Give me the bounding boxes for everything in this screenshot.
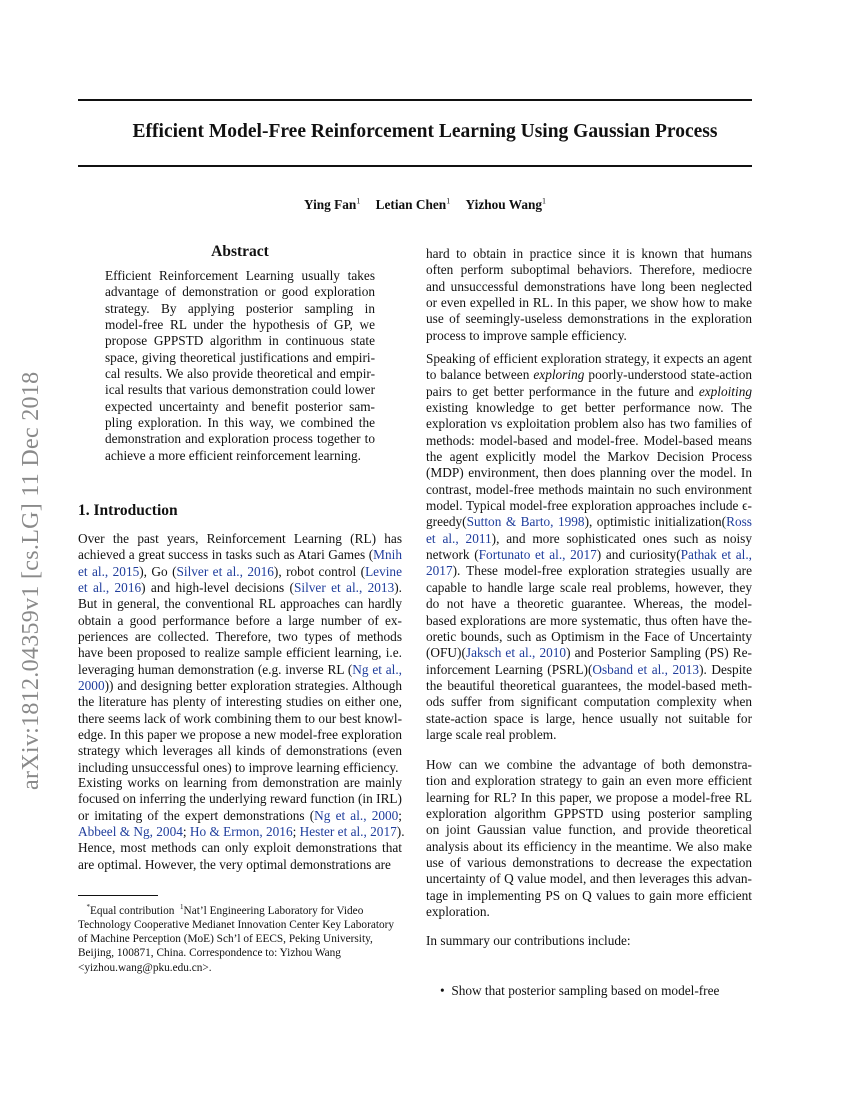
text-line: [78, 727, 402, 743]
text-span: (MDP) environment, then does planning over the model. In: [426, 465, 752, 481]
text-line: [426, 498, 752, 514]
citation-link[interactable]: Abbeel & Ng, 2004: [78, 824, 183, 840]
footnote-mark: *: [86, 903, 90, 911]
intro-paragraph: [426, 757, 752, 920]
text-span: ).: [396, 824, 405, 840]
text-line: [105, 284, 375, 300]
citation-link[interactable]: Sutton & Barto, 1998: [466, 514, 585, 530]
arxiv-identifier: arXiv:1812.04359v1 [cs.LG] 11 Dec 2018: [18, 371, 44, 790]
text-span: But in general, the conventional RL approaches can hardly: [78, 596, 402, 612]
text-span: ;: [292, 824, 300, 840]
text-span: contrast, model-free methods maintain no such environment: [426, 481, 752, 497]
text-span: large scale real problem.: [426, 726, 557, 742]
text-line: [426, 246, 752, 262]
text-line: [426, 311, 752, 327]
text-span: do not have a theoretic guarantee. Whereas, the model-: [426, 596, 752, 612]
intro-paragraph: [78, 775, 405, 873]
text-span: poorly-understood state-action: [584, 367, 752, 383]
text-span: exploration algorithm GPPSTD using posterior sampling: [426, 806, 752, 822]
text-span: obtain a good performance before a large number of ex-: [78, 612, 402, 628]
text-span: advantage of demonstration or good exploration: [105, 284, 375, 300]
text-span: ) and Posterior Sampling (PS) Re-: [566, 645, 752, 661]
citation-link[interactable]: 2000: [78, 678, 105, 694]
text-span: hard to obtain in practice since it is known that humans: [426, 246, 752, 261]
citation-link[interactable]: Levine: [365, 563, 402, 579]
text-line: [78, 824, 405, 840]
text-span: or even expelled in RL. In this paper, we show how to make: [426, 295, 752, 311]
affiliation-mark: 1: [542, 197, 547, 206]
contribution-bullet: [440, 983, 719, 999]
text-span: ), optimistic initialization(: [584, 514, 727, 530]
title-bottom-rule: [78, 165, 752, 167]
bullet-text: Show that posterior sampling based on model-free: [451, 983, 720, 998]
text-line: [105, 317, 375, 333]
text-span: or imitating of the expert demonstrations (: [78, 807, 315, 823]
text-span: space, giving theoretical justifications and empiri-: [105, 349, 375, 365]
text-line: [426, 384, 752, 400]
text-line: [105, 333, 375, 349]
text-span: ;: [398, 807, 402, 823]
affiliation-mark: 1: [356, 197, 361, 206]
text-span: ), Go (: [139, 563, 177, 579]
text-span: analysis about its efficiency in the meantime. We also make: [426, 838, 752, 854]
text-span: strategy. By applying posterior sampling in: [105, 300, 375, 316]
text-span: on joint Gaussian value function, and provide theoretical: [426, 822, 752, 838]
text-line: [78, 760, 402, 776]
text-span: periences are collected. Therefore, two types of methods: [78, 629, 402, 645]
author: [466, 197, 546, 212]
text-span: leveraging human demonstration (e.g. inverse RL (: [78, 661, 353, 677]
text-line: [426, 531, 752, 547]
citation-link[interactable]: Ho & Ermon, 2016: [189, 824, 293, 840]
text-span: Efficient Reinforcement Learning usually takes: [105, 268, 375, 283]
text-line: [78, 743, 402, 759]
text-span: achieved a great success in tasks such as Atari Games (: [78, 547, 374, 563]
text-span: process to improve sample efficiency.: [426, 327, 627, 343]
citation-link[interactable]: Osband et al., 2013: [592, 661, 700, 677]
text-line: [426, 416, 752, 432]
text-span: ), and more sophisticated ones such as noisy: [491, 530, 752, 546]
text-line: [426, 757, 752, 773]
text-span: including unsuccessful ones) to improve learning efficiency.: [78, 759, 399, 775]
text-line: [426, 629, 752, 645]
text-span: capable to handle large scale real problems, however, they: [426, 579, 752, 595]
text-span: (OFU)(: [426, 645, 466, 661]
footnote-affiliation: Nat’l Engineering Laboratory for Video Technology Cooperative Medianet Innovation Center Key Laboratory of Machine Perception (MoE) Sch’l of EECS, Peking University, Beijing, 100871, China. Correspondence to: Yizhou Wang <yizhou.wang@pku.edu.cn>.: [78, 904, 395, 974]
text-span: ) and high-level decisions (: [141, 580, 294, 596]
text-line: [426, 465, 752, 481]
abstract-heading: Abstract: [211, 243, 269, 260]
citation-link[interactable]: Ng et al., 2000: [314, 807, 399, 823]
text-line: [426, 613, 752, 629]
intro-paragraph: [78, 531, 402, 776]
text-span: uncertainty of Q value model, and then leverages this advan-: [426, 871, 752, 887]
text-line: [426, 822, 752, 838]
citation-link[interactable]: Mnih: [373, 547, 402, 563]
author-name: Letian Chen: [375, 197, 447, 213]
footnote: [78, 900, 402, 975]
text-span: strategy which leverages all kinds of demonstrations (even: [78, 743, 402, 759]
citation-link[interactable]: Pathak et al.,: [680, 547, 752, 563]
author-list: [0, 197, 850, 213]
text-span: network (: [426, 547, 479, 563]
text-span: inforcement Learning (PSRL)(: [426, 661, 593, 677]
text-line: [78, 694, 402, 710]
text-span: tion and exploration strategy to gain an even more efficient: [426, 773, 752, 789]
abstract-body: [105, 268, 375, 464]
text-line: [78, 564, 402, 580]
citation-link[interactable]: Ross: [726, 514, 752, 530]
text-span: ) and curiosity(: [596, 547, 681, 563]
text-span: have been proposed to realize sample efficient learning, i.e.: [78, 645, 402, 661]
text-line: [105, 301, 375, 317]
text-span: methods: model-based and model-free. Model-based means: [426, 432, 752, 448]
text-line: [426, 547, 752, 563]
text-line: [105, 415, 375, 431]
author-name: Yizhou Wang: [465, 197, 543, 213]
text-span: focused on inferring the underlying reward function (in IRL): [78, 791, 402, 807]
text-line: [426, 839, 752, 855]
text-line: [426, 295, 752, 311]
text-line: [105, 366, 375, 382]
text-line: [78, 645, 402, 661]
text-line: [426, 400, 752, 416]
citation-link[interactable]: Fortunato et al., 2017: [478, 547, 597, 563]
text-span: Existing works on learning from demonstration are mainly: [78, 775, 402, 790]
text-span: and unsuccessful demonstrations have long been neglected: [426, 278, 752, 294]
text-line: [426, 711, 752, 727]
text-line: [78, 808, 402, 824]
text-span: oretic bounds, such as Optimism in the Face of Uncertainty: [426, 628, 752, 644]
text-line: [426, 871, 752, 887]
affiliation-mark: 1: [446, 197, 451, 206]
text-span: pairs to get better performance in the future and: [426, 383, 699, 399]
text-line: [105, 268, 375, 284]
text-span: achieve a more efficient reinforcement learning.: [105, 447, 361, 463]
text-line: [78, 840, 402, 856]
text-line: [426, 773, 752, 789]
text-span: often perform suboptimal behaviors. Therefore, mediocre: [426, 262, 752, 278]
citation-link[interactable]: Silver et al., 2013: [293, 580, 395, 596]
intro-paragraph: [426, 246, 752, 344]
text-span: demonstration and exploration process together to: [105, 431, 375, 447]
text-span: the beautiful theoretical guarantees, the model-based meth-: [426, 677, 752, 693]
text-line: [78, 775, 402, 791]
text-span: use of seemingly-useless demonstrations in the exploration: [426, 311, 752, 327]
text-line: [426, 262, 752, 278]
text-line: [426, 806, 752, 822]
text-line: [426, 514, 752, 530]
text-span: tage in implementing PS on Q values to gain more efficient: [426, 887, 752, 903]
text-span: Hence, most methods can only exploit demonstrations that: [78, 840, 402, 856]
text-span: pling exploration. In this way, we combined the: [105, 415, 375, 431]
text-line: [105, 431, 375, 447]
text-span: there seems lack of work combining them to our best knowl-: [78, 710, 402, 726]
citation-link[interactable]: et al., 2011: [426, 530, 492, 546]
text-span: In summary our contributions include:: [426, 933, 631, 948]
text-span: the agent explicitly model the Markov Decision Process: [426, 449, 752, 465]
emphasis-text: exploiting: [698, 383, 752, 399]
text-line: [78, 531, 402, 547]
citation-link[interactable]: Silver et al., 2016: [176, 563, 274, 579]
text-span: propose GPPSTD algorithm in continuous state: [105, 333, 375, 349]
text-span: ods suffer from significant computation complexity when: [426, 694, 752, 710]
text-line: [78, 791, 402, 807]
text-span: the literature has plenty of interesting studies on either one,: [78, 694, 402, 710]
text-span: expected uncertainty and benefit posterior sam-: [105, 398, 375, 414]
text-line: [426, 482, 752, 498]
text-line: [426, 855, 752, 871]
text-span: exploration.: [426, 904, 490, 920]
footnote-mark: 1: [180, 903, 184, 911]
text-span: ), robot control (: [273, 563, 366, 579]
text-line: [426, 596, 752, 612]
text-line: [78, 613, 402, 629]
text-line: [105, 382, 375, 398]
text-line: [426, 328, 752, 344]
text-span: use of various demonstrations to decrease the expectation: [426, 855, 752, 871]
citation-link[interactable]: Hester et al., 2017: [299, 824, 397, 840]
text-span: greedy(: [426, 514, 467, 530]
text-span: exploration vs exploitation problem also has two families of: [426, 416, 752, 432]
text-span: ical results that various demonstration could lower: [105, 382, 375, 398]
text-line: [78, 596, 402, 612]
text-line: [426, 888, 752, 904]
text-line: [78, 629, 402, 645]
citation-link[interactable]: et al., 2015: [78, 563, 140, 579]
text-line: [426, 662, 752, 678]
text-line: [105, 350, 375, 366]
text-span: based explorations are more systematic, thus often have the-: [426, 612, 752, 628]
text-line: [426, 367, 752, 383]
text-span: ;: [182, 824, 190, 840]
text-line: [426, 563, 752, 579]
text-line: [78, 857, 402, 873]
citation-link[interactable]: Ng et al.,: [352, 661, 402, 677]
text-span: How can we combine the advantage of both demonstra-: [426, 757, 752, 772]
text-span: to balance between: [426, 367, 534, 383]
text-span: edge. In this paper we propose a new model-free exploration: [78, 727, 402, 743]
title-top-rule: [78, 99, 752, 101]
text-span: Over the past years, Reinforcement Learning (RL) has: [78, 531, 402, 546]
text-span: ). Despite: [699, 661, 752, 677]
text-line: [426, 790, 752, 806]
author: [376, 197, 451, 212]
text-line: [426, 351, 752, 367]
text-line: [78, 711, 402, 727]
text-line: [78, 678, 402, 694]
text-line: [426, 694, 752, 710]
text-span: ).: [394, 580, 402, 596]
introduction-heading: 1. Introduction: [78, 502, 178, 519]
text-span: Speaking of efficient exploration strategy, it expects an agent: [426, 351, 752, 366]
text-span: )) and designing better exploration strategies. Although: [104, 678, 402, 694]
emphasis-text: exploring: [533, 367, 585, 383]
text-span: are optimal. However, the very optimal demonstrations are: [78, 856, 391, 872]
text-span: learning for RL? In this paper, we propose a model-free RL: [426, 789, 752, 805]
text-line: [426, 933, 752, 949]
text-line: [105, 399, 375, 415]
text-span: existing knowledge to get better performance now. The: [426, 400, 752, 416]
text-line: [78, 662, 402, 678]
paper-title: Efficient Model-Free Reinforcement Learning Using Gaussian Process: [132, 121, 718, 142]
text-span: ). These model-free exploration strategies usually are: [452, 563, 752, 579]
text-line: [426, 727, 752, 743]
text-line: [105, 448, 375, 464]
text-span: state-action space is large, hence usually not suitable for: [426, 710, 752, 726]
text-line: [426, 678, 752, 694]
citation-link[interactable]: et al., 2016: [78, 580, 142, 596]
text-span: model-free RL under the hypothesis of GP, we: [105, 317, 375, 333]
author-name: Ying Fan: [303, 197, 357, 213]
author: [304, 197, 360, 212]
text-line: [78, 580, 402, 596]
text-span: cal results. We also provide theoretical and empir-: [105, 366, 375, 382]
footnote-equal: Equal contribution: [89, 904, 175, 917]
text-line: [426, 449, 752, 465]
intro-paragraph: [426, 351, 752, 743]
intro-paragraph: [426, 933, 752, 949]
text-line: [426, 645, 752, 661]
text-line: [426, 433, 752, 449]
text-line: [426, 904, 752, 920]
bullet-icon: •: [440, 983, 445, 998]
citation-link[interactable]: 2017: [426, 563, 453, 579]
text-line: [426, 279, 752, 295]
text-line: [426, 580, 752, 596]
footnote-rule: [78, 895, 158, 896]
text-line: [78, 547, 402, 563]
citation-link[interactable]: Jaksch et al., 2010: [465, 645, 567, 661]
text-span: model. Typical model-free exploration approaches include ϵ-: [426, 498, 752, 514]
